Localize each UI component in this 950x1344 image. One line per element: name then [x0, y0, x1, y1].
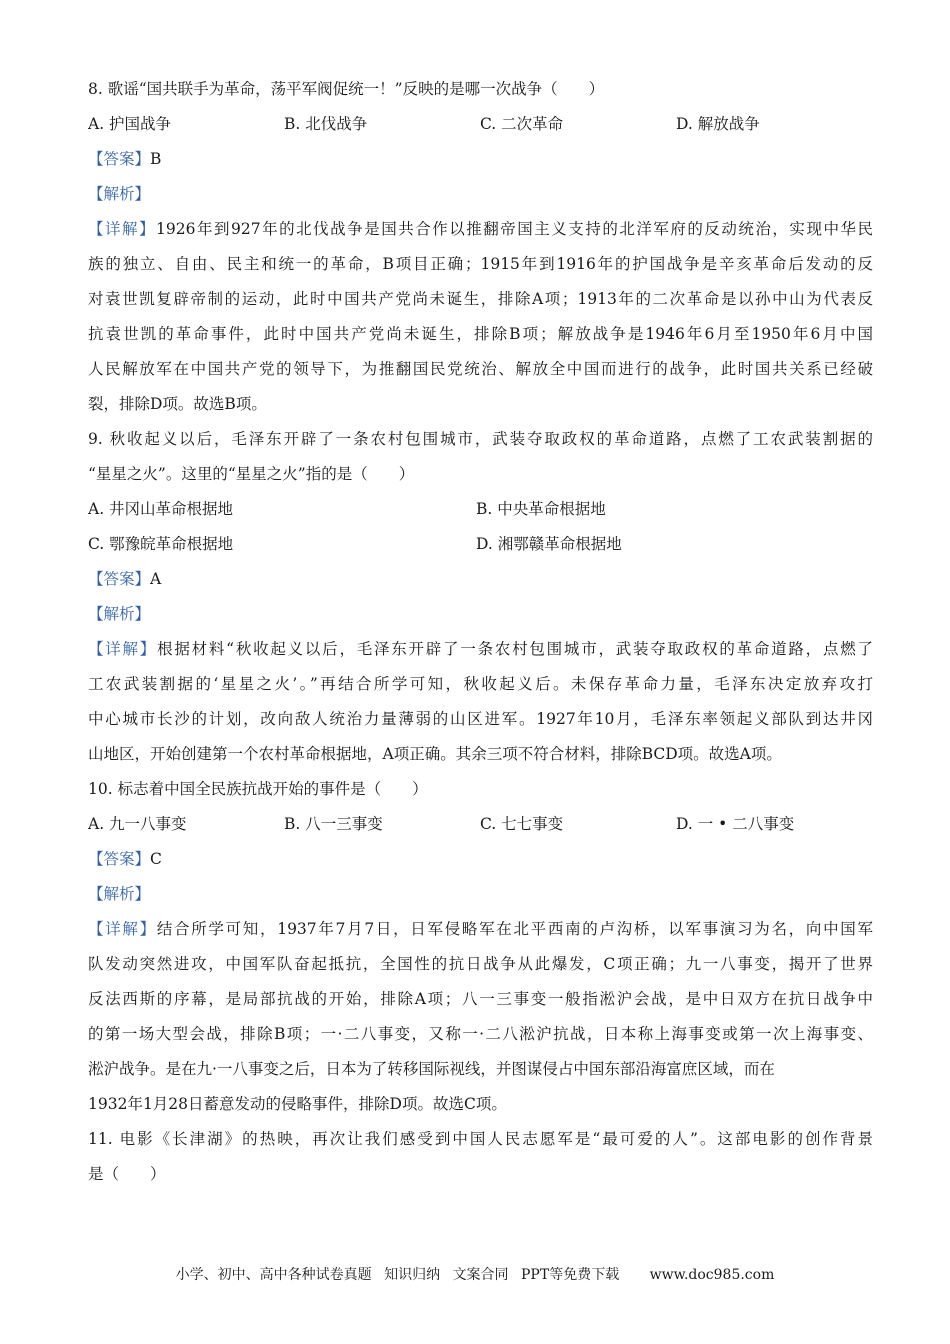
answer-tag: 【答案】 — [88, 850, 151, 868]
q8-detail-line: 对袁世凯复辟帝制的运动，此时中国共产党尚未诞生，排除A项；1913年的二次革命是以孙中山为代表反 — [88, 290, 873, 308]
q11-stem — [88, 1122, 873, 1192]
q8-detail-line — [88, 212, 873, 247]
q9-stem-line: “星星之火”。这里的“星星之火”指的是（ ） — [88, 465, 415, 483]
footer-item: 小学、初中、高中各种试卷真题 — [175, 1267, 372, 1283]
q10-analysis-heading — [88, 877, 873, 912]
footer-item: 知识归纳 — [384, 1267, 441, 1283]
footer-site-link[interactable]: www.doc985.com — [649, 1267, 775, 1283]
q10-options — [88, 807, 873, 842]
q8-answer-value: B — [150, 150, 162, 168]
answer-tag: 【答案】 — [88, 570, 151, 588]
detail-text: 根据材料“秋收起义以后，毛泽东开辟了一条农村包围城市，武装夺取政权的革命道路，点燃了 — [157, 640, 873, 658]
detail-tag: 【详解】 — [88, 920, 157, 938]
q9-option-c: C. 鄂豫皖革命根据地 — [88, 535, 234, 553]
footer-item: PPT等免费下载 — [521, 1267, 620, 1283]
q10-detail-line: 反法西斯的序幕，是局部抗战的开始，排除A项；八一三事变一般指淞沪会战，是中日双方在抗日战争中 — [88, 990, 873, 1008]
q10-detail-line: 队发动突然进攻，中国军队奋起抵抗，全国性的抗日战争从此爆发，C项正确；九一八事变，揭开了世界 — [88, 955, 873, 973]
q9-answer — [88, 562, 873, 597]
q9-options-row-2 — [88, 527, 873, 562]
q9-detail-line — [88, 632, 873, 667]
q8-option-b: B. 北伐战争 — [284, 115, 368, 133]
analysis-tag: 【解析】 — [88, 605, 151, 623]
analysis-tag: 【解析】 — [88, 185, 151, 203]
q10-option-c: C. 七七事变 — [480, 815, 564, 833]
q8-detail — [88, 212, 873, 422]
detail-text: 1926年到927年的北伐战争是国共合作以推翻帝国主义支持的北洋军府的反动统治，实现中华民 — [156, 220, 873, 238]
q9-option-d: D. 湘鄂赣革命根据地 — [476, 535, 622, 553]
q9-option-a: A. 井冈山革命根据地 — [88, 500, 234, 518]
q8-detail-line: 抗袁世凯的革命事件，此时中国共产党尚未诞生，排除B项；解放战争是1946年6月至1950年6月中国 — [88, 325, 873, 343]
q9-option-b: B. 中央革命根据地 — [476, 500, 606, 518]
q8-option-d: D. 解放战争 — [676, 115, 760, 133]
q9-analysis-heading — [88, 597, 873, 632]
footer-item: 文案合同 — [452, 1267, 509, 1283]
q9-options-row-1 — [88, 492, 873, 527]
detail-tag: 【详解】 — [88, 640, 158, 658]
q8-stem: 8. 歌谣“国共联手为革命，荡平军阀促统一！”反映的是哪一次战争（ ） — [88, 80, 605, 98]
q8-detail-line: 人民解放军在中国共产党的领导下，为推翻国民党统治、解放全中国而进行的战争，此时国共关系已经破 — [88, 360, 873, 378]
q9-detail-line: 工农武装割据的‘星星之火’。”再结合所学可知，秋收起义后。未保存革命力量，毛泽东决定放弃攻打 — [88, 675, 873, 693]
q8-option-a: A. 护国战争 — [88, 115, 172, 133]
q9-detail-line: 中心城市长沙的计划，改向敌人统治力量薄弱的山区进军。1927年10月，毛泽东率领起义部队到达井冈 — [88, 710, 873, 728]
q8-analysis-heading — [88, 177, 873, 212]
q10-detail-line: 淞沪战争。是在九·一八事变之后，日本为了转移国际视线，并图谋侵占中国东部沿海富庶区域，而在 — [88, 1060, 775, 1078]
q8-answer — [88, 142, 873, 177]
q10-detail-line — [88, 912, 873, 947]
q10-stem: 10. 标志着中国全民族抗战开始的事件是（ ） — [88, 780, 428, 798]
q9-detail — [88, 632, 873, 772]
analysis-tag: 【解析】 — [88, 885, 151, 903]
q11-stem-line: 11. 电影《长津湖》的热映，再次让我们感受到中国人民志愿军是“最可爱的人”。这部电影的创作背景 — [88, 1130, 873, 1148]
page-footer — [0, 1264, 950, 1284]
q10-detail-line: 1932年1月28日蓄意发动的侵略事件，排除D项。故选C项。 — [88, 1095, 507, 1113]
exam-page — [88, 72, 873, 1192]
q8-option-c: C. 二次革命 — [480, 115, 564, 133]
q9-detail-line: 山地区，开始创建第一个农村革命根据地，A项正确。其余三项不符合材料，排除BCD项。故选A项。 — [88, 745, 782, 763]
q8-detail-line: 裂，排除D项。故选B项。 — [88, 395, 267, 413]
answer-tag: 【答案】 — [88, 150, 151, 168]
q10-option-a: A. 九一八事变 — [88, 815, 187, 833]
q10-detail-line: 的第一场大型会战，排除B项；一·二八事变，又称一·二八淞沪抗战，日本称上海事变或第一次上海事变、 — [88, 1025, 873, 1043]
q10-option-b: B. 八一三事变 — [284, 815, 383, 833]
q9-stem-line: 9. 秋收起义以后，毛泽东开辟了一条农村包围城市，武装夺取政权的革命道路，点燃了工农武装割据的 — [88, 430, 873, 448]
q10-detail — [88, 912, 873, 1122]
q10-answer-value: C — [150, 850, 162, 868]
q8-detail-line: 族的独立、自由、民主和统一的革命，B项目正确；1915年到1916年的护国战争是辛亥革命后发动的反 — [88, 255, 873, 273]
q11-stem-line: 是（ ） — [88, 1165, 166, 1183]
q8-options — [88, 107, 873, 142]
detail-text: 结合所学可知，1937年7月7日，日军侵略军在北平西南的卢沟桥，以军事演习为名，向中国军 — [156, 920, 873, 938]
detail-tag: 【详解】 — [88, 220, 157, 238]
q10-answer — [88, 842, 873, 877]
q10-option-d: D. 一 • 二八事变 — [676, 815, 795, 833]
q9-answer-value: A — [150, 570, 162, 588]
q9-stem — [88, 422, 873, 492]
